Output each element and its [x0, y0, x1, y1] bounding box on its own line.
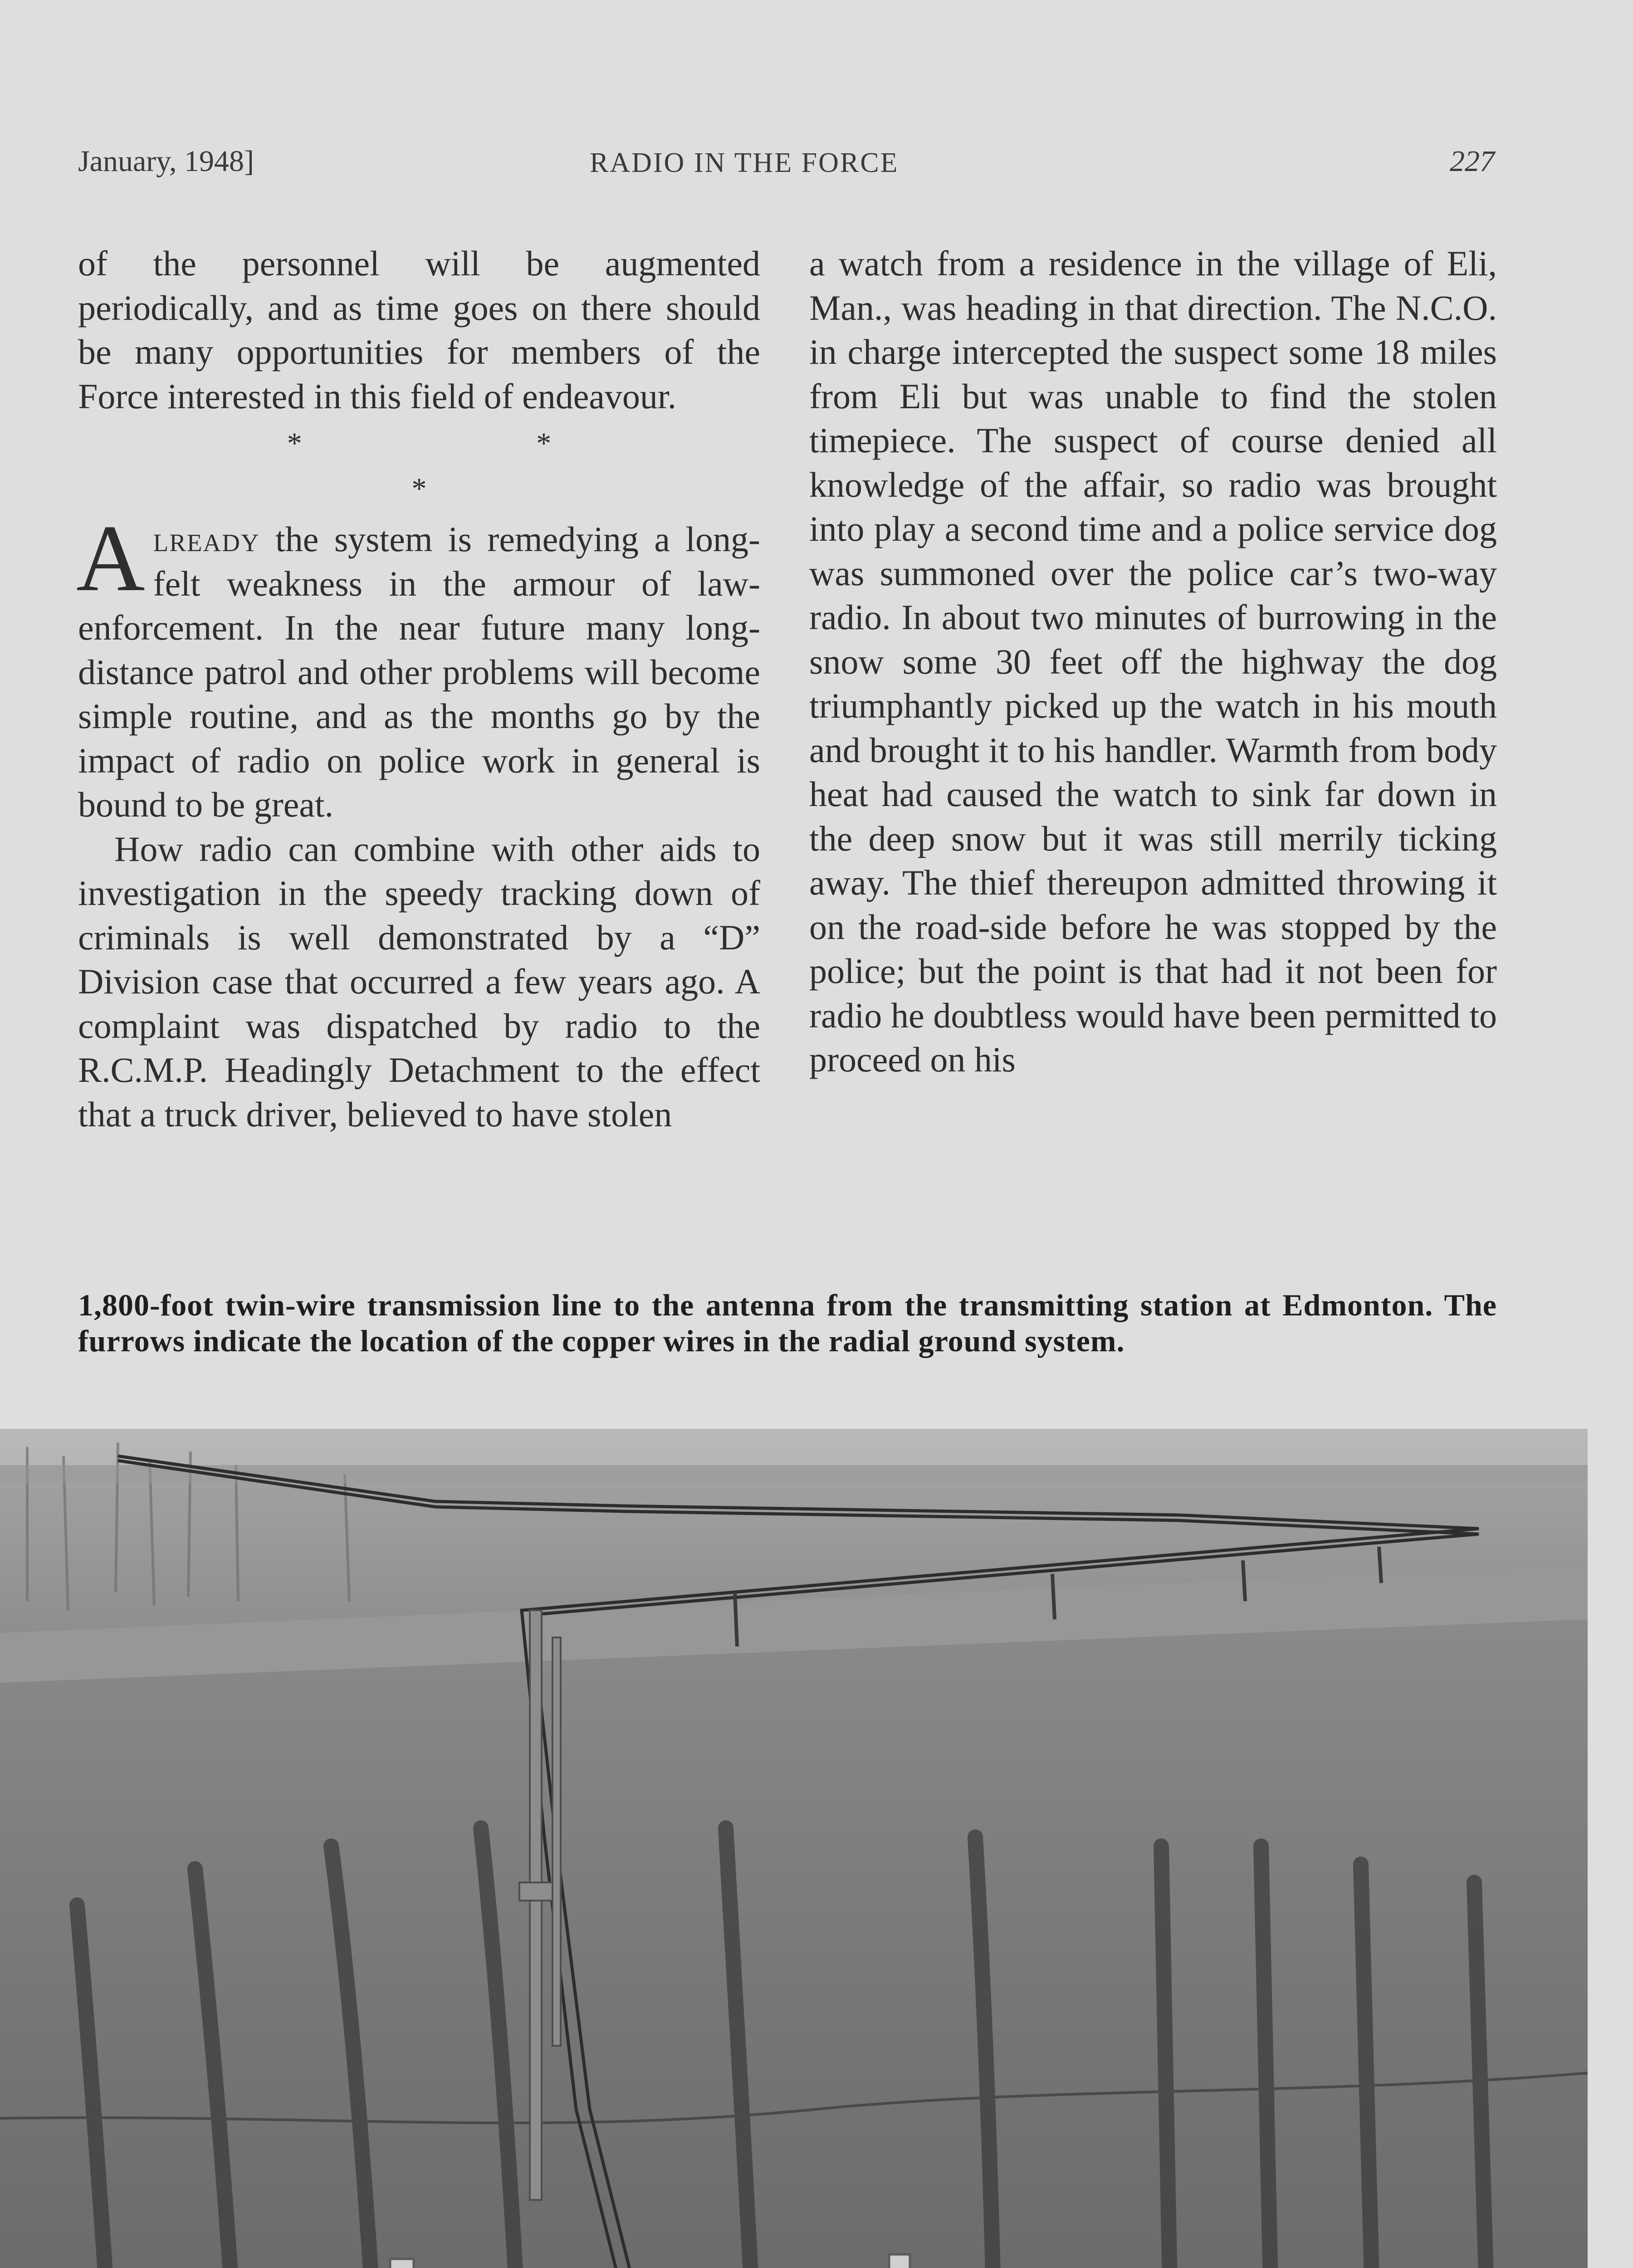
paragraph: How radio can combine with other aids to investigation in the speedy tracking down of criminals is well demonstrated by a “D” Division case that occurred a few years ago. A complaint was dispatched by radio to the R.C.M.P. Headingly Detachment to the effect that a truck driver, believed to have stolen: [78, 829, 760, 1134]
left-column: [78, 241, 760, 1136]
section-separator: * * *: [287, 427, 665, 505]
running-head: [0, 144, 1633, 185]
paragraph: [76, 506, 760, 827]
photo-illustration: [0, 1429, 1588, 2268]
paragraph: of the personnel will be augmented periodically, and as time goes on there should be many opportunities for members of the Force interested in this field of endeavour.: [78, 244, 760, 416]
page-number: 227: [1450, 145, 1495, 178]
small-caps-lead: lready: [153, 519, 260, 559]
drop-cap: A: [76, 506, 145, 611]
transmission-line-photo: [0, 1429, 1588, 2268]
paragraph: a watch from a residence in the village of Eli, Man., was heading in that direction. The N.C.O. in charge intercepted the suspect some 18 miles from Eli but was unable to find the stolen timepiece. The suspect of course denied all knowledge of the affair, so radio was brought into play a second time and a police service dog was summoned over the police car’s two-way radio. In about two minutes of burrowing in the snow some 30 feet off the highway the dog triumphantly picked up the watch in his mouth and brought it to his handler. Warmth from body heat had caused the watch to sink far down in the deep snow but it was still merrily ticking away. The thief thereupon admitted throwing it on the road-side before he was stopped by the police; but the point is that had it not been for radio he doubtless would have been permitted to proceed on his: [809, 244, 1497, 1079]
article-title: RADIO IN THE FORCE: [590, 147, 899, 178]
figure-caption: 1,800-foot twin-wire transmission line to the antenna from the transmitting station at Edmonton. The furrows indicate the location of the copper wires in the radial ground system.: [78, 1288, 1497, 1358]
paragraph-text: the system is remedying a long-felt weakness in the armour of law-enforcement. In the near future many long-distance patrol and other problems will become simple routine, and as the months go by the impact of radio on police work in general is bound to be great.: [78, 519, 760, 824]
issue-date: January, 1948]: [78, 145, 254, 178]
right-column: [809, 241, 1497, 1082]
